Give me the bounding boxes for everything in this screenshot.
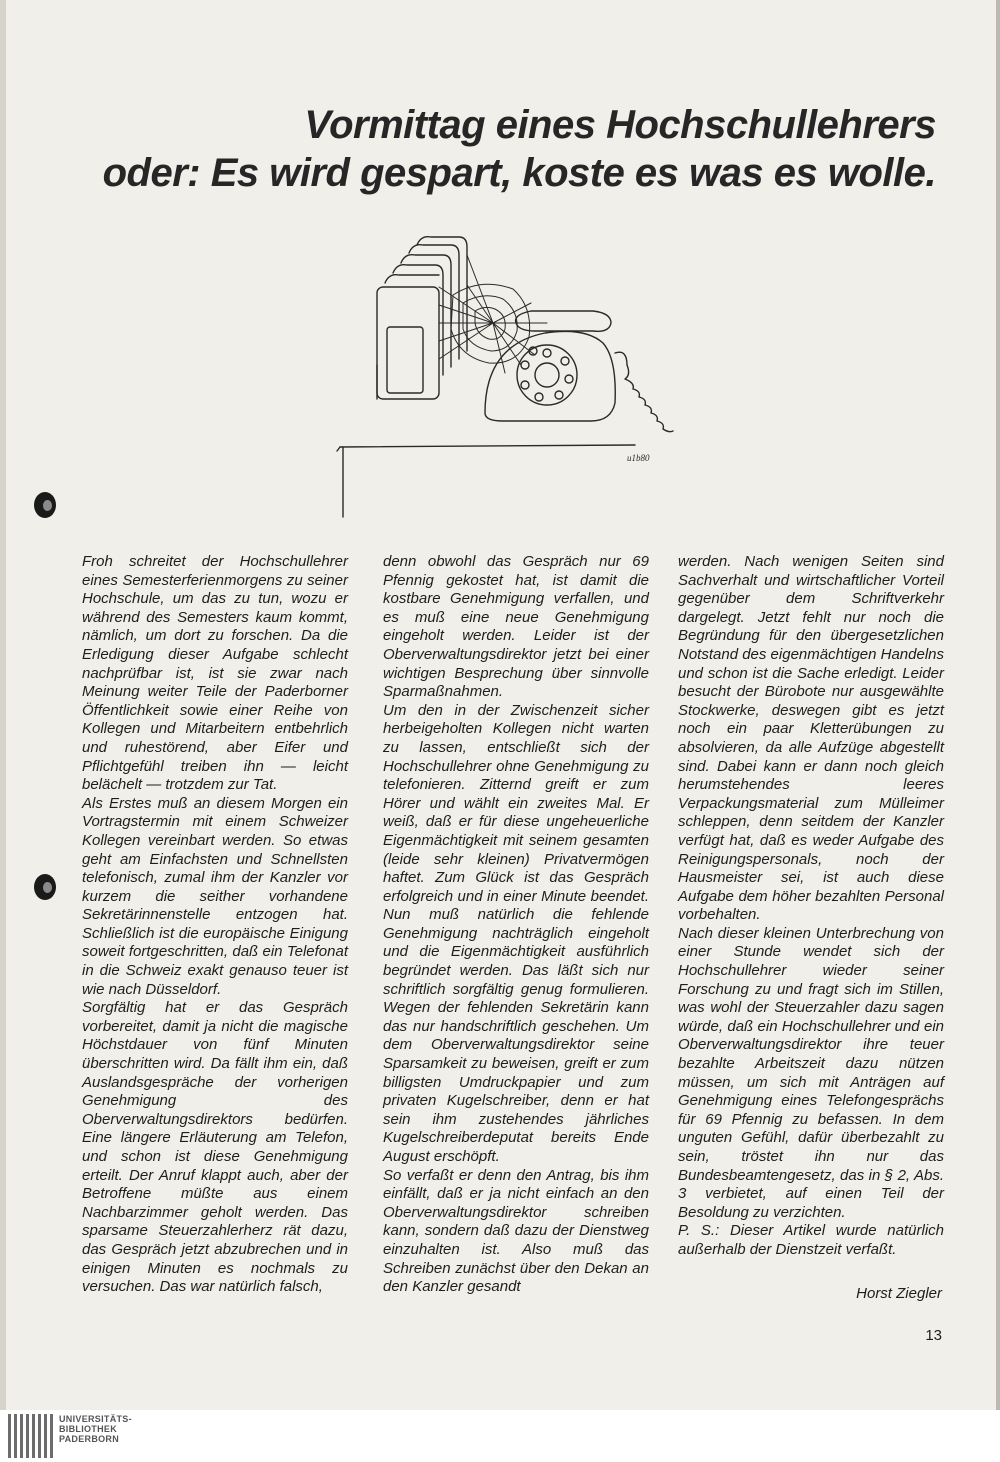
column-2-paragraph-3: So verfaßt er denn den Antrag, bis ihm einfällt, daß er ja nicht einfach an den Oberverwaltungsdirektor schreiben kann, sondern daß dazu der Dienstweg einzuhalten ist. Also muß das Schreiben zunächst über den Dekan an den Kanzler gesandt xyxy=(383,1166,649,1296)
headline-line-1: Vormittag eines Hochschullehrers xyxy=(304,103,936,147)
logo-line-3: PADERBORN xyxy=(59,1434,120,1444)
headline-line-2: oder: Es wird gespart, koste es was es wolle. xyxy=(102,151,936,195)
column-1-paragraph-1: Froh schreitet der Hochschullehrer eines Semesterferienmorgens zu seiner Hochschule, um das zu tun, wozu er während des Semesters kaum kommt, nämlich, um dort zu forschen. Da die Erledigung dieser Aufgabe schlecht nachprüfbar ist, ist sie zwar nach Meinung weiter Teile der Paderborner Öffentlichkeit sowie einer Reihe von Kollegen und Mitarbeitern entbehrlich und ruhestörend, aber Eifer und Pflichtgefühl treiben ihn — leicht belächelt — trotzdem zur Tat. xyxy=(82,553,348,794)
logo-line-1: UNIVERSITÄTS- xyxy=(59,1414,132,1424)
column-2-paragraph-2: Um den in der Zwischenzeit sicher herbeigeholten Kollegen nicht warten zu lassen, entschließt sich der Hochschullehrer ohne Genehmigung zu telefonieren. Zitternd greift er zum Hörer und wählt ein zweites Mal. Er weiß, daß er für diese ungeheuerliche Eigenmächtigkeit mit seinem gesamten (leide sehr kleinen) Privatvermögen haftet. Zum Glück ist das Gespräch erfolgreich und in einer Minute beendet. Nun muß natürlich die fehlende Genehmigung nachträglich eingeholt und die Eigenmächtigkeit ausführlich begründet werden. Das läßt sich nur schriftlich sorgfältig genug formulieren. Wegen der fehlenden Sekretärin kann das nur handschriftlich geschehen. Um dem Oberverwaltungsdirektor seine Sparsamkeit zu beweisen, greift er zum billigsten Umdruckpapier und zum privaten Kugelschreiber, denn er hat sein ihm zustehendes jährliches Kugelschreiberdeputat bereits Ende August erschöpft. xyxy=(383,701,649,1165)
telephone-cord xyxy=(615,352,673,431)
author-signature: Horst Ziegler xyxy=(856,1285,942,1302)
column-3-paragraph-2: Nach dieser kleinen Unterbrechung von einer Stunde wendet sich der Hochschullehrer wieder seiner Forschung zu und fragt sich im Stillen, was wohl der Steuerzahler dazu sagen würde, daß ein Hochschullehrer und ein Oberverwaltungsdirektor ihre teuer bezahlte Arbeitszeit dazu nützen müssen, um sich mit Anträgen auf Genehmigung eines Telefongesprächs für 69 Pfennig zu befassen. In dem unguten Gefühl, dafür überbezahlt zu sein, tröstet ihn nur das Bundesbeamtengesetz, das in § 2, Abs. 3 verbietet, auf einen Teil der Besoldung zu verzichten. xyxy=(678,924,944,1221)
punch-hole-top xyxy=(34,492,56,518)
telephone-spiderweb-illustration xyxy=(335,225,695,525)
article-column-2 xyxy=(383,553,649,1297)
column-2-paragraph-1: denn obwohl das Gespräch nur 69 Pfennig gekostet hat, ist damit die kostbare Genehmigung verfallen, und es muß eine neue Genehmigung eingeholt werden. Leider ist der Oberverwaltungsdirektor jetzt bei einer wichtigen Besprechung über sinnvolle Sparmaßnahmen. xyxy=(383,553,649,701)
footer-strip xyxy=(0,1410,1000,1462)
article-column-3 xyxy=(678,553,944,1260)
page-number: 13 xyxy=(925,1327,942,1344)
library-logo-text xyxy=(59,1414,132,1444)
column-3-paragraph-1: werden. Nach wenigen Seiten sind Sachverhalt und wirtschaftlicher Vorteil gegenüber dem Schriftverkehr dargelegt. Jetzt fehlt nur noch die Begründung für den übergesetzlichen Notstand des eigenmächtigen Handelns und schon ist die Sache erledigt. Leider besucht der Bürobote nur ausgewählte Stockwerke, deswegen gibt es jetzt noch ein paar Kletterübungen zu absolvieren, da alle Aufzüge abgestellt sind. Dabei kann er dann noch gleich herumstehendes leeres Verpackungsmaterial zum Mülleimer schleppen, denn seitdem der Kanzler verfügt hat, daß es weder Aufgabe des Reinigungspersonals, noch der Hausmeister sei, ist auch diese Aufgabe dem höher bezahlten Personal vorbehalten. xyxy=(678,553,945,924)
library-logo xyxy=(8,1414,132,1458)
telephone xyxy=(485,311,615,421)
library-logo-bars-icon xyxy=(8,1414,53,1458)
column-1-paragraph-3: Sorgfältig hat er das Gespräch vorbereitet, damit ja nicht die magische Höchstdauer von fünf Minuten überschritten wird. Da fällt ihm ein, daß Auslandsgespräche der vorherigen Genehmigung des Oberverwaltungsdirektors bedürfen. Eine längere Erläuterung am Telefon, und schon ist diese Genehmigung erteilt. Der Anruf klappt auch, aber der Betroffene müßte aus einem Nachbarzimmer geholt werden. Das sparsame Steuerzahlerherz rät dazu, das Gespräch jetzt abzubrechen und in einigen Minuten es nochmals zu versuchen. Das war natürlich falsch, xyxy=(82,999,348,1296)
column-1-paragraph-2: Als Erstes muß an diesem Morgen ein Vortragstermin mit einem Schweizer Kollegen vereinbart werden. So etwas geht am Einfachsten und Schnellsten telefonisch, zumal ihm der Kanzler vor kurzem die seither vorhandene Sekretärinnenstelle entzogen hat. Schließlich ist die europäische Einigung soweit fortgeschritten, daß ein Telefonat in die Schweiz exakt genauso teuer ist wie nach Düsseldorf. xyxy=(82,794,348,998)
column-3-paragraph-3: P. S.: Dieser Artikel wurde natürlich außerhalb der Dienstzeit verfaßt. xyxy=(678,1222,944,1258)
page-edge-right xyxy=(996,0,1000,1410)
page-edge-left xyxy=(0,0,6,1410)
punch-hole-bottom xyxy=(34,874,56,900)
spider-web xyxy=(439,255,547,373)
illustration-signature: u1b80 xyxy=(627,453,650,463)
article-column-1 xyxy=(82,553,348,1297)
file-stack xyxy=(377,237,467,399)
table-top-line xyxy=(340,445,635,447)
logo-line-2: BIBLIOTHEK xyxy=(59,1424,117,1434)
